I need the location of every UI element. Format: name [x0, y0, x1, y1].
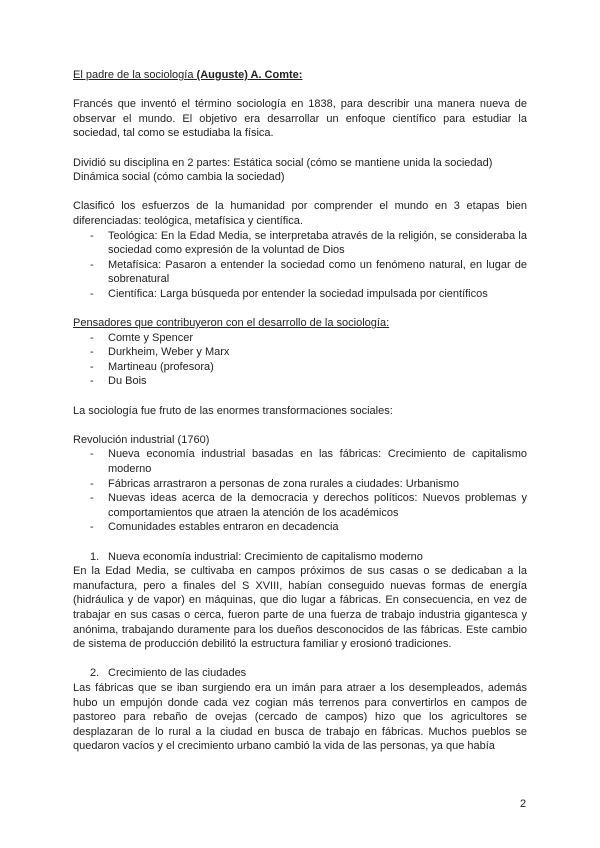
- section-1-heading: [73, 550, 527, 565]
- section-2-heading: [73, 666, 527, 681]
- thinkers-title: Pensadores que contribuyeron con el desarrollo de la sociología:: [73, 317, 390, 330]
- page-heading: El padre de la sociología (Auguste) A. Comte:: [73, 69, 303, 81]
- section-number: 2.: [90, 667, 100, 680]
- list-item: - Fábricas arrastraron a personas de zona rurales a ciudades: Urbanismo: [73, 477, 527, 492]
- thinkers-list: [73, 331, 527, 389]
- revolution-title: Revolución industrial (1760): [73, 433, 210, 446]
- division-line-1: Dividió su disciplina en 2 partes: Estática social (cómo se mantiene unida la sociedad): [73, 156, 493, 169]
- list-item: - Du Bois: [73, 374, 527, 389]
- stages-intro: Clasificó los esfuerzos de la humanidad por comprender el mundo en 3 etapas bien diferenciadas: teológica, metafísica y científica.: [73, 200, 527, 227]
- revolution-list: [73, 447, 527, 535]
- section-2-body: Las fábricas que se iban surgiendo era un imán para atraer a los desempleados, además hubo un empujón donde cada vez cogian más terrenos para convertirlos en campos de pastoreo para rebaño de ovejas (cercado de campos) hizo que los agricultores se desplazaran de lo rural a la ciudad en busca de trabajo en fábricas. Muchos pueblos se quedaron vacíos y el crecimiento urbano cambió la vida de las personas, ya que había: [73, 681, 527, 753]
- list-item: - Metafísica: Pasaron a entender la sociedad como un fenómeno natural, en lugar de sobrenatural: [73, 258, 527, 287]
- list-item: - Martineau (profesora): [73, 360, 527, 375]
- section-1-body: En la Edad Media, se cultivaba en campos próximos de sus casas o se dedicaban a la manufactura, pero a finales del S XVIII, habían conseguido nuevas formas de energía (hidráulica y de vapor) en máquinas, que dio lugar a fábricas. En consecuencia, en vez de trabajar en sus casas o cerca, fueron parte de una fuerza de trabajo industria gigantesca y anónima, trabajando duramente para los dueños desconocidos de las fábricas. Este cambio de sistema de producción debilitó la estructura familiar y erosionó tradiciones.: [73, 565, 527, 651]
- list-item: - Nueva economía industrial basadas en las fábricas: Crecimiento de capitalismo moderno: [73, 447, 527, 476]
- document-page: [73, 68, 527, 754]
- list-item: - Teológica: En la Edad Media, se interpretaba através de la religión, se consideraba la sociedad como expresión de la voluntad de Dios: [73, 229, 527, 258]
- division-line-2: Dinámica social (cómo cambia la sociedad): [73, 171, 285, 184]
- stages-list: [73, 229, 527, 302]
- intro-paragraph: Francés que inventó el término sociología en 1838, para describir una manera nueva de observar el mundo. El objetivo era desarrollar un enfoque científico para estudiar la sociedad, tal como se estudiaba la física.: [73, 98, 527, 140]
- list-item: - Comunidades estables entraron en decadencia: [73, 520, 527, 535]
- list-item: - Nuevas ideas acerca de la democracia y derechos políticos: Nuevos problemas y comportamientos que atraen la atención de los académicos: [73, 491, 527, 520]
- list-item: - Científica: Larga búsqueda por entender la sociedad impulsada por científicos: [73, 287, 527, 302]
- section-title: Nueva economía industrial: Crecimiento de capitalismo moderno: [108, 550, 423, 563]
- section-number: 1.: [90, 550, 100, 563]
- page-number: 2: [520, 798, 527, 810]
- section-title: Crecimiento de las ciudades: [108, 667, 247, 680]
- transformations-paragraph: La sociología fue fruto de las enormes transformaciones sociales:: [73, 404, 393, 417]
- list-item: - Comte y Spencer: [73, 331, 527, 346]
- list-item: - Durkheim, Weber y Marx: [73, 345, 527, 360]
